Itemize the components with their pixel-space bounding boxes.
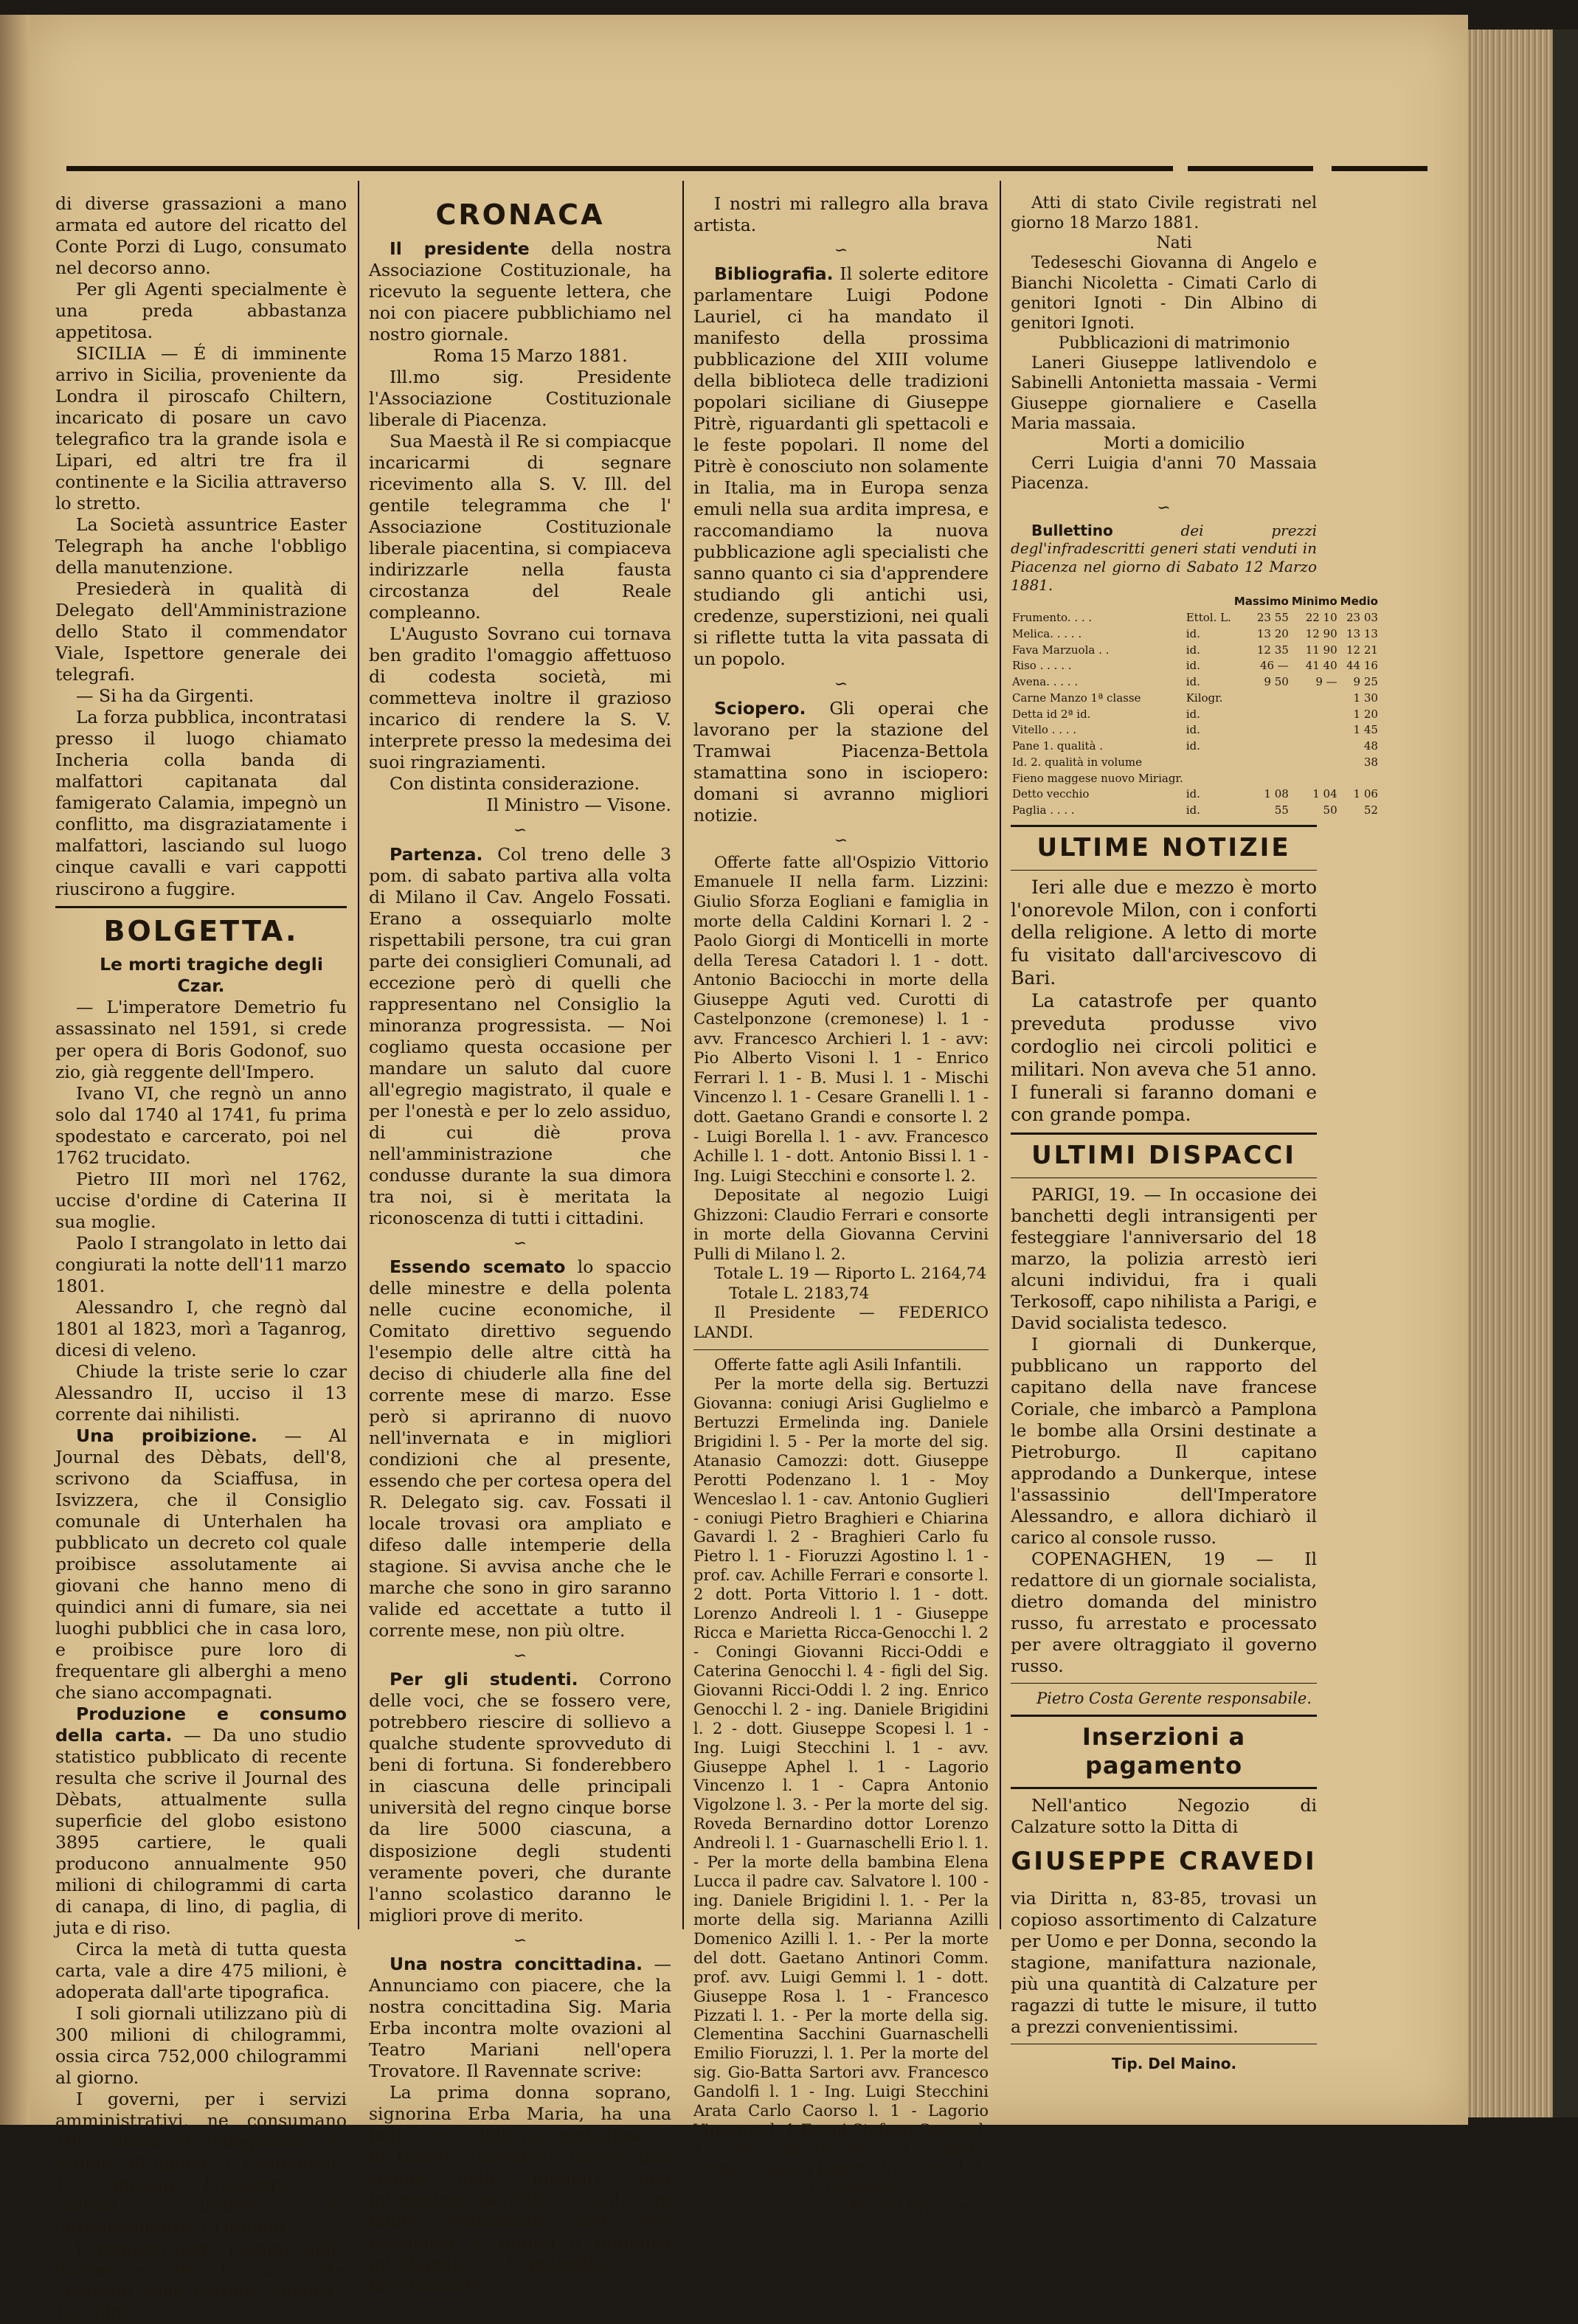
letter-paragraph: L'Augusto Sovrano cui tornava ben gradito l'omaggio affettuoso di codesta società, mi commetteva inoltre il grazioso incarico di rendere la S. V. interprete presso la medesima dei suoi ringraziamenti. [369,623,671,773]
price-item: Riso . . . . . [1012,659,1072,673]
price-max: 55 [1274,803,1289,817]
column-divider [682,181,684,1929]
price-table [1011,594,1380,819]
column-divider [358,181,359,1929]
price-mid: 52 [1363,803,1378,817]
article-paragraph [693,698,989,826]
gerente-line: Pietro Costa Gerente responsabile. [1036,1689,1312,1707]
price-max: 1 08 [1264,787,1289,801]
printer-credit: Tip. Del Maino. [1111,2054,1237,2072]
column-1 [55,193,347,2324]
price-mid: 1 45 [1353,723,1378,737]
article-text: — Al Journal des Dèbats, dell'8, scrivono da Sciaffusa, in Isvizzera, che il Consiglio comunale di Unterhalen ha pubblicato un decreto col quale proibisce assolutamente ai giovani che hanno meno di quindici anni di fumare, sia nei luoghi pubblici che in casa loro, e proibisce pure loro di frequentare gli alberghi a meno che siano accompagnati. [55,1425,347,1703]
ad-intro: Nell'antico Negozio di Calzature sotto la Ditta di [1011,1794,1317,1837]
price-mid [1339,771,1380,787]
article-paragraph [55,1704,347,1939]
top-rule [66,166,1173,171]
price-max: 13 20 [1256,626,1289,640]
price-header-row [1011,594,1380,610]
article-paragraph: I soli giornali utilizzano più di 300 milioni di chilogrammi, ossia circa 752,000 chilogrammi al giorno. [55,2003,347,2089]
article-paragraph: Alessandro I, che regnò dal 1801 al 1823, morì a Taganrog, dicesi di veleno. [55,1296,347,1360]
letter-paragraph: Con distinta considerazione. [390,773,640,795]
ornament-icon: ∽ [834,675,848,694]
article-paragraph: Pietro III morì nel 1762, uccise d'ordine di Caterina II sua moglie. [55,1168,347,1232]
nati-label: Nati [1156,234,1192,253]
price-item: Frumento. . . . [1012,611,1093,624]
price-unit [1185,755,1233,771]
article-text: Gli operai che lavorano per la stazione del Tramwai Piacenza-Bettola stamattina sono in isciopero: domani si avranno migliori notizie. [693,697,989,826]
price-unit: id. [1186,643,1200,657]
price-row [1011,626,1380,643]
price-row [1011,643,1380,659]
price-row [1011,707,1380,723]
section-rule [1011,1683,1317,1684]
price-row [1011,803,1380,819]
proibizione-headline: Una proibizione. [76,1425,257,1446]
price-row [1011,722,1380,739]
scemato-headline: Essendo scemato [390,1256,566,1277]
article-paragraph: La Società assuntrice Easter Telegraph ha anche l'obbligo della manutenzione. [55,514,347,578]
bollettino-text: dei prezzi degl'infradescritti generi stati venduti in Piacenza nel giorno di Sabato 12 Marzo 1881. [1011,521,1317,594]
article-paragraph: — Si ha da Girgenti. [76,685,255,707]
price-max: 9 50 [1264,675,1289,688]
czar-headline: Le morti tragiche degli Czar. [100,954,323,997]
article-text: — Annunciamo con piacere, che la nostra concittadina Sig. Maria Erba incontra molte ovazioni al Teatro Mariani nell'opera Trovatore. Il Ravennate scrive: [369,1953,671,2081]
matrimonio-label: Pubblicazioni di matrimonio [1058,334,1290,353]
article-text: Col treno delle 3 pom. di sabato partiva alla volta di Milano il Cav. Angelo Fossati. Erano a ossequiarlo molte rispettabili persone, tra cui gran parte dei consiglieri Comunali, ad eccezione però di quelli che rappresentano nel Consiglio la minoranza progressista. — Noi cogliamo questa occasione per mandare un saluto dal cuore all'egregio magistrato, il quale e per l'onestà e per lo zelo assiduo, di cui diè prova nell'amministrazione che condusse durante la sua dimora tra noi, si è meritata la riconoscenza di tutti i cittadini. [369,843,671,1228]
article-paragraph [369,844,671,1229]
civile-heading: Atti di stato Civile registrati nel giorno 18 Marzo 1881. [1011,194,1317,233]
article-text: Corrono delle voci, che se fossero vere, potrebbero riescire di sollievo a qualche studente sprovveduto di beni di fortuna. Si fonderebbero in ciascuna delle principali università del regno cinque borse da lire 5000 ciascuna, a disposizione degli studenti veramente poveri, che durante l'anno scolastico daranno le migliori prove di merito. [369,1669,672,1926]
article-paragraph [369,1954,671,2082]
price-row [1011,786,1380,803]
article-paragraph: Il numero degli uomini, delle donne e dei fanciulli che lavorano nelle cartiere supera i 190,000. [55,2238,347,2324]
sciopero-headline: Sciopero. [714,697,806,719]
cassiere-name: Pizzati Francesco [850,2197,989,2216]
price-row [1011,771,1380,787]
price-min: 12 90 [1305,626,1338,640]
price-item: Id. 2. qualità in volume [1012,755,1142,769]
price-mid: 23 03 [1346,611,1378,624]
price-item: Detto vecchio [1012,787,1090,801]
section-rule [693,1349,989,1350]
previous-page-edge [0,15,30,2125]
price-min: 50 [1323,803,1338,817]
price-max: 12 35 [1256,643,1289,657]
article-paragraph: di diverse grassazioni a mano armata ed autore del ricatto del Conte Porzi di Lugo, consumato nel decorso anno. [55,193,347,279]
article-paragraph: La prima donna soprano, signorina Erba Maria, ha una bella voce, delicata, melodiosa, e di timbro simpatico; unisce una scuola delle migliori, una intonazione perfetta, e canta con molto sentimento, con vera coscienza; e quindi il pubblico intelligente l'applaudisce e meritamente. [369,2081,671,2295]
price-item: Melica. . . . . [1012,626,1082,640]
ornament-icon: ∽ [513,821,527,840]
price-mid: 1 06 [1353,787,1378,801]
letter-paragraph: Ill.mo sig. Presidente l'Associazione Costituzionale liberale di Piacenza. [369,367,671,431]
article-paragraph [369,1669,671,1926]
price-mid: 38 [1363,755,1378,769]
column-3 [693,193,989,2217]
price-unit: id. [1186,659,1200,673]
article-paragraph: Per gli Agenti specialmente è una preda abbastanza appetitosa. [55,279,347,343]
concittadina-headline: Una nostra concittadina. [390,1953,643,1974]
price-mid: 9 25 [1353,675,1378,688]
article-text: Il solerte editore parlamentare Luigi Podone Lauriel, ci ha mandato il manifesto della prossima pubblicazione del XIII volume della biblioteca delle tradizioni popolari siciliane di Giuseppe Pitrè, riguardanti gli spettacoli e le feste popolari. Il nome del Pitrè è conosciuto non solamente in Italia, ma in Europa senza emuli nella sua ardita impresa, e raccomandiamo la nuova pubblicazione agli specialisti che sanno quanto ci sia d'apprendere studiando gli antichi usi, credenze, superstizioni, nei quali si riflette tutta la vita passata di un popolo. [693,263,989,670]
price-item: Fieno maggese nuovo Miriagr. [1012,771,1183,785]
article-paragraph: Paolo I strangolato in letto dai congiurati la notte dell'11 marzo 1801. [55,1232,347,1296]
article-text: — Da uno studio statistico pubblicato di recente resulta che scrive il Journal des Dèbats, attualmente sulla superficie del globo esistono 3895 cartiere, le quali producono annualmente 950 milioni di chilogrammi di carta di canapa, di lino, di paglia, di juta e di riso. [55,1725,347,1939]
article-paragraph: Ivano VI, che regnò un anno solo dal 1740 al 1741, fu prima spodestato e carcerato, poi nel 1762 trucidato. [55,1082,347,1168]
price-max [1233,707,1290,723]
ornament-icon: ∽ [513,1234,527,1253]
price-unit: Ettol. L. [1186,611,1231,624]
price-row [1011,691,1380,707]
price-unit: id. [1186,626,1200,640]
price-max [1233,755,1290,771]
price-item: Vitello . . . . [1012,723,1077,737]
price-row [1011,658,1380,674]
carta-headline: Produzione e consumo della carta. [55,1703,347,1746]
article-paragraph: — L'imperatore Demetrio fu assassinato nel 1591, si crede per opera di Boris Godonof, suo zio, già reggente dell'Impero. [55,997,347,1082]
price-unit: id. [1186,739,1200,753]
cronaca-heading: CRONACA [435,198,605,231]
price-header [1185,594,1233,610]
presidente-headline: Il presidente [390,238,530,259]
price-item: Detta id 2ª id. [1012,707,1091,721]
advertiser-name: GIUSEPPE CRAVEDI [1011,1846,1317,1876]
matrimonio-list: Laneri Giuseppe latlivendolo e Sabinelli Antonietta massaia - Vermi Giuseppe giornaliere e Casella Maria massaia. [1011,354,1317,433]
ornament-icon: ∽ [513,1647,527,1666]
price-max: 23 55 [1256,611,1289,624]
total-line: Totale L. 2183,74 [729,1284,870,1303]
ornament-icon: ∽ [834,831,848,850]
price-max [1233,722,1290,739]
article-paragraph: I giornali di Dunkerque, pubblicano un rapporto del capitano della nave francese Coriale, che imbarcò a Pamplona le bombe alla Orsini destinate a Pietroburgo. Il capitano approdando a Dunkerque, intese l'assassinio dell'Imperatore Alessandro, e allora dichiarò il carico al console russo. [1011,1334,1317,1548]
total-line: Totale L. 19 — Riporto L. 2164,74 [714,1265,987,1284]
ornament-icon: ∽ [1157,499,1171,518]
section-rule [55,906,347,908]
president-signature: Il Presidente — FEDERICO LANDI. [693,1304,989,1343]
bollettino-title: Bullettino [1031,521,1113,539]
article-paragraph: I governi, per i servizi amministrativi, ne consumano 100 milioni di chilogrammi; le scuole, 90 milioni; il commercio, 120 milioni; l'industria, 90 milioni, le lettere e le corrispondenze 50 milioni. [55,2089,347,2238]
price-max [1233,739,1290,755]
price-unit [1185,771,1233,787]
price-row [1011,610,1380,626]
article-paragraph: I nostri mi rallegro alla brava artista. [693,193,989,236]
price-item: Fava Marzuola . . [1012,643,1110,657]
ultimi-dispacci-heading: ULTIMI DISPACCI [1031,1141,1296,1171]
price-min: 9 — [1315,675,1338,688]
article-paragraph [369,1256,671,1642]
top-rule-far-right [1332,166,1428,171]
price-min: 11 90 [1305,643,1338,657]
price-item: Paglia . . . . [1012,803,1075,817]
section-rule [1011,870,1317,871]
studenti-headline: Per gli studenti. [390,1669,578,1690]
price-min [1290,739,1339,755]
section-rule [1011,1132,1317,1135]
price-unit: id. [1186,787,1200,801]
price-row [1011,674,1380,691]
article-paragraph: La forza pubblica, incontratasi presso il luogo chiamato Incheria colla banda di malfattori capitanata dal famigerato Calamia, impegnò un conflitto, ma disgraziatamente i malfattori, lasciando sul luogo cinque cavalli e vari cappotti riuscirono a fuggire. [55,707,347,899]
column-divider [1000,181,1001,1929]
price-min [1290,707,1339,723]
letter-date: Roma 15 Marzo 1881. [433,345,628,366]
letter-paragraph: Sua Maestà il Re si compiacque incaricarmi di segnare ricevimento alla S. V. Ill. del gentile telegramma che l' Associazione Costituzionale liberale piacentina, si compiaceva indirizzarle nella fausta circostanza del Reale compleanno. [369,431,671,623]
article-text: della nostra Associazione Costituzionale, ha ricevuto la seguente lettera, che noi con piacere pubblichiamo nel nostro giornale. [369,238,671,345]
cassiere-label: Il Cassiere [809,2178,893,2196]
section-rule [1011,825,1317,827]
ad-text: via Diritta n, 83-85, trovasi un copioso assortimento di Calzature per Uomo e per Donna, secondo la stagione, manifattura nazionale, più una quantità di Calzature per ragazzi di tutte le misure, il tutto a prezzi convenientissimi. [1011,1887,1317,2037]
price-row [1011,739,1380,755]
ultime-notizie-heading: ULTIME NOTIZIE [1037,832,1291,862]
asili-heading: Offerte fatte agli Asili Infantili. [714,1355,962,1374]
nati-list: Tedeseschi Giovanna di Angelo e Bianchi Nicoletta - Cimati Carlo di genitori Ignoti - Din Albino di genitori Ignoti. [1011,254,1317,333]
letter-signature: Il Ministro — Visone. [486,795,671,816]
donations-paragraph: Depositate al negozio Luigi Ghizzoni: Claudio Ferrari e consorte in morte della Giovanna Cervini Pulli di Milano l. 2. [693,1186,989,1264]
price-min [1290,755,1339,771]
price-unit: id. [1186,707,1200,721]
price-max [1233,771,1290,787]
price-header: Minimo [1291,595,1338,609]
price-min [1290,771,1339,787]
price-min: 41 40 [1305,659,1338,673]
price-mid: 1 20 [1353,707,1378,721]
price-unit: id. [1186,803,1200,817]
section-rule [1011,1177,1317,1178]
article-text: lo spaccio delle minestre e della polenta nelle cucine economiche, il Comitato direttivo seguendo l'esempio delle altre città ha deciso di chiuderle alla fine del corrente mese di marzo. Esse però si apriranno di nuovo nell'invernata e in migliori condizioni che al presente, essendo che per cortesa opera del R. Delegato sig. cav. Fossati il locale trovasi ora ampliato e difeso dalle intemperie della stagione. Si avvisa anche che le marche che sono in giro saranno valide ed accettate a tutto il corrente mese, non più oltre. [369,1256,671,1642]
ornament-icon: ∽ [834,241,848,260]
price-min: 1 04 [1312,787,1338,801]
bolgetta-heading: BOLGETTA. [103,914,299,947]
price-header: Medio [1340,595,1378,609]
price-max [1233,691,1290,707]
price-mid: 12 21 [1346,643,1378,657]
price-row [1011,755,1380,771]
price-max: 46 — [1259,659,1289,673]
article-paragraph [693,263,989,670]
section-rule [1011,1787,1317,1789]
article-paragraph: Ieri alle due e mezzo è morto l'onorevole Milon, con i conforti della religione. A letto di morte fu visitato dall'arcivescovo di Bari. [1011,876,1317,989]
article-paragraph [55,1425,347,1704]
price-header [1011,594,1185,610]
price-header: Massimo [1233,595,1289,609]
bollettino-heading [1011,522,1317,595]
price-unit: id. [1186,675,1200,688]
top-rule-right [1188,166,1313,171]
price-mid: 48 [1363,739,1378,753]
price-mid: 13 13 [1346,626,1378,640]
donations-paragraph: Per la morte della sig. Bertuzzi Giovanna: coniugi Arisi Guglielmo e Bertuzzi Ermelinda ing. Daniele Brigidini l. 5 - Per la morte del sig. Atanasio Camozzi: dott. Giuseppe Perotti Podenzano l. 1 - Moy Wenceslao l. 1 - cav. Antonio Guglieri - coniugi Pietro Braghieri e Chiarina Gavardi l. 2 - Braghieri Carlo fu Pietro l. 1 - Fioruzzi Agostino l. 1 - prof. cav. Achille Ferrari e consorte l. 2 dott. Porta Vittorio l. 1 - dott. Lorenzo Andreoli l. 1 - Giuseppe Ricca e Marietta Ricca-Genocchi l. 2 - Coningi Giovanni Ricci-Oddi e Caterina Genocchi l. 4 - figli del Sig. Giovanni Ricci-Oddi l. 2 ing. Enrico Genocchi l. 2 - ing. Daniele Brigidini l. 2 - dott. Giuseppe Scopesi l. 1 - Ing. Luigi Stecchini l. 1 - avv. Giuseppe Aphel l. 1 - Lagorio Vincenzo l. 1 - Capra Antonio Vigolzone l. 3. - Per la morte del sig. Roveda Bernardino dottor Lorenzo Andreoli l. 1 - Guarnaschelli Erio l. 1. - Per la morte della bambina Elena Lucca il padre cav. Salvatore l. 100 - ing. Daniele Brigidini l. 1. - Per la morte della sig. Marianna Azilli Domenico Azilli l. 1. - Per la morte del dott. Gaetano Antinori Comm. prof. avv. Luigi Gemmi l. 1 - dott. Giuseppe Rosa l. 1 - Francesco Pizzati l. 1. - Per la morte della sig. Clementina Sacchini Guarnaschelli Emilio Fioruzzi, l. 1. Per la morte del sig. Gio-Batta Sartori avv. Francesco Gandolfi l. 1 - Ing. Luigi Stecchini Arata Carlo Caorso l. 1 - Lagorio Vincenzo l. 1 Fermi Stefano Caorso l. 1 - Per la morte della sig. Caterina Tornari Caldini Lagorio Vincenzo l. 1. [693,1375,989,2177]
morti-list: Cerri Luigia d'anni 70 Massaia Piacenza. [1011,454,1317,494]
article-paragraph: Circa la metà di tutta questa carta, vale a dire 475 milioni, è adoperata dall'arte tipografica. [55,1939,347,2003]
article-paragraph [369,238,671,345]
article-paragraph: La catastrofe per quanto preveduta produsse vivo cordoglio nei circoli politici e militari. Non aveva che 51 anno. I funerali si faranno domani e con grande pompa. [1011,990,1317,1126]
section-rule [1011,1715,1317,1717]
price-min: 22 10 [1305,611,1338,624]
price-item: Pane 1. qualità . [1012,739,1104,753]
price-unit: id. [1186,723,1200,737]
price-mid: 1 30 [1353,691,1378,705]
price-mid: 44 16 [1346,659,1378,673]
ornament-icon: ∽ [513,1931,527,1950]
bibliografia-headline: Bibliografia. [714,263,834,285]
column-2 [369,193,671,2296]
price-min [1290,722,1339,739]
binding-edge [1553,30,1578,2117]
price-item: Avena. . . . . [1012,675,1079,688]
book-spine [1468,30,1553,2117]
column-4 [1011,193,1378,2072]
article-paragraph: Chiude la triste serie lo czar Alessandro II, ucciso il 13 corrente dai nihilisti. [55,1360,347,1425]
price-unit: Kilogr. [1186,691,1223,705]
price-min [1290,691,1339,707]
donations-paragraph: Offerte fatte all'Ospizio Vittorio Emanuele II nella farm. Lizzini: Giulio Sforza Eogliani e famiglia in morte della Caldini Kornari l. 2 - Paolo Giorgi di Monticelli in morte della Teresa Catadori l. 1 - dott. Antonio Baciocchi in morte della Giuseppe Aguti ved. Curotti di Castelponzone (cremonese) l. 1 - avv. Francesco Archieri l. 1 - avv: Pio Alberto Visoni l. 1 - Enrico Ferrari l. 1 - B. Musi l. 1 - Mischi Vincenzo l. 1 - Cesare Granelli l. 1 - dott. Gaetano Grandi e consorte l. 2 - Luigi Borella l. 1 - avv. Francesco Achille l. 1 - dott. Antonio Bissi l. 1 - Ing. Luigi Stecchini e consorte l. 2. [693,853,989,1186]
morti-label: Morti a domicilio [1103,434,1245,453]
article-paragraph: PARIGI, 19. — In occasione dei banchetti degli intransigenti per festeggiare l'anniversario del 18 marzo, la polizia arrestò ieri alcuni individui, fra i quali Terkosoff, capo nihilista a Parigi, e David socialista tedesco. [1011,1184,1317,1334]
article-paragraph: Presiederà in qualità di Delegato dell'Amministrazione dello Stato il commendator Viale, Ispettore generale dei telegrafi. [55,578,347,685]
price-item: Carne Manzo 1ª classe [1012,691,1141,705]
partenza-headline: Partenza. [390,843,483,865]
article-paragraph: COPENAGHEN, 19 — Il redattore di un giornale socialista, dietro domanda del ministro russo, fu arrestato e processato per avere oltraggiato il governo russo. [1011,1548,1317,1676]
article-paragraph: SICILIA — É di imminente arrivo in Sicilia, proveniente da Londra il piroscafo Chiltern, incaricato di posare un cavo telegrafico tra la grande isola e Lipari, ed altri tre fra il continente e la Sicilia attraverso lo stretto. [55,343,347,514]
inserzioni-heading: Inserzioni a pagamento [1082,1722,1246,1780]
